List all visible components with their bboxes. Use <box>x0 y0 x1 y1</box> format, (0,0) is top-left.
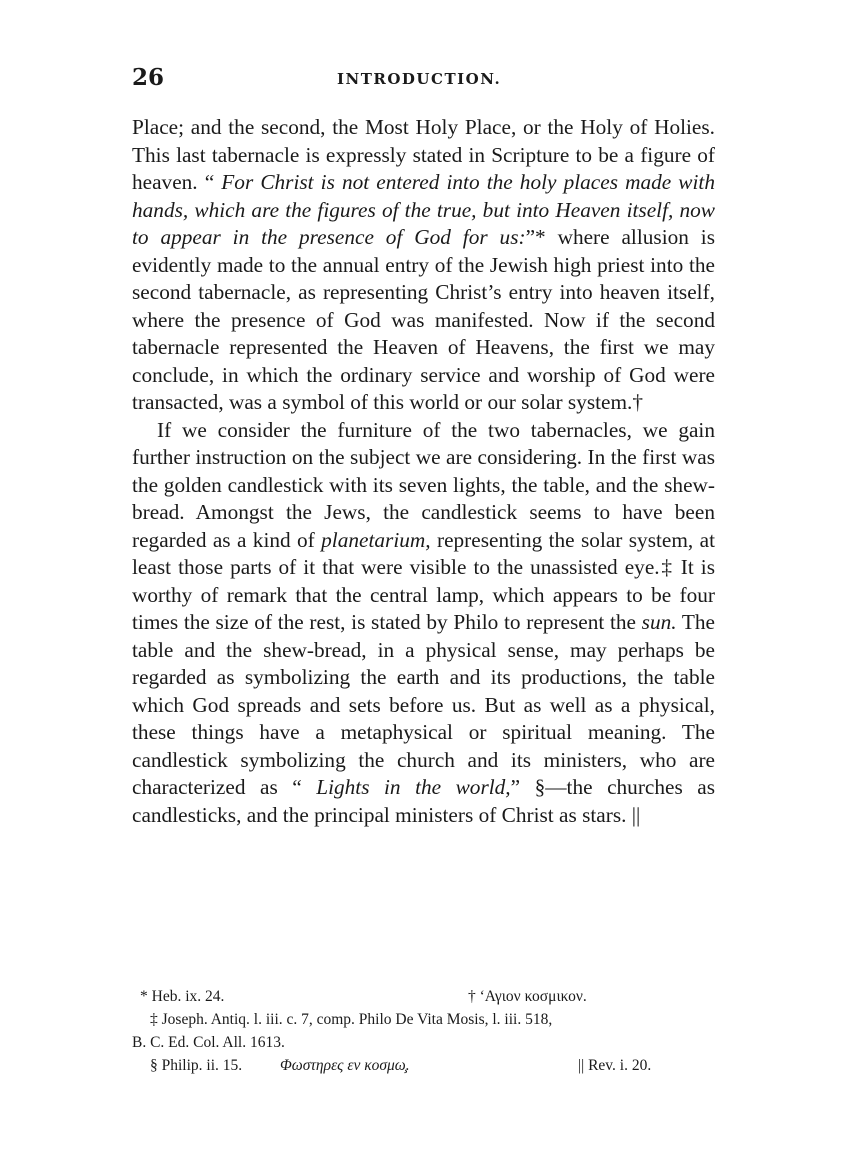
text-run: The table and the shew-bread, in a physical sense, may perhaps be regarded as symbolizing the earth and its productions, the table which God spreads and sets before us. But as well as a physical, these things have a metaphysical or spiritual meaning. The candlestick symbolizing the church and its ministers, who are characterized as “ <box>132 610 715 799</box>
text-run: If we consider the furniture of the two tabernacles, we gain further instruction on the subject we are considering. In the first was the golden candlestick with its seven lights, the table, and the shew-bread. Amongst the Jews, the candlestick seems to have been regarded as a kind of <box>132 417 715 552</box>
footnote: * Heb. ix. 24. <box>140 988 225 1005</box>
scripture-quote: Lights in the world, <box>316 775 511 799</box>
text-run: representing the solar system, at least those parts of it that were visible to the unassisted eye.‡ It is worthy of remark that the central lamp, which appears to be four times the size of the rest, is stated by Philo to represent the <box>132 527 715 634</box>
footnote: § Philip. ii. 15. <box>150 1057 243 1074</box>
paragraph <box>132 417 715 830</box>
footnote-row <box>132 1008 715 1031</box>
footnote: † ‘Αγιον κοσμικον. <box>468 988 587 1005</box>
footnote: ‡ Joseph. Antiq. l. iii. c. 7, comp. Philo De Vita Mosis, l. iii. 518, <box>150 1011 553 1028</box>
footnote-row <box>132 1031 715 1054</box>
page-header <box>132 64 715 94</box>
footnote-row <box>132 1054 715 1077</box>
footnote: || Rev. i. 20. <box>578 1057 652 1074</box>
scripture-quote: For Christ is not entered into the holy places made with hands, which are the figures of the true, but into Heaven itself, now to appear in the presence of God for us: <box>132 170 715 249</box>
paragraph <box>132 114 715 417</box>
page-number: 26 <box>132 64 165 91</box>
body-text <box>132 114 715 829</box>
footnote-row <box>132 985 715 1008</box>
emphasis-planetarium: planetarium, <box>321 527 431 552</box>
text-run: ” §—the churches as candlesticks, and the principal ministers of Christ as stars. || <box>132 775 716 827</box>
running-head: INTRODUCTION. <box>337 70 502 88</box>
footnotes <box>132 985 715 1077</box>
text-run: ”* where allusion is evidently made to the annual entry of the Jewish high priest into the second tabernacle, as representing Christ’s entry into heaven itself, where the presence of God was manifested. Now if the second tabernacle represented the Heaven of Heavens, the first we may conclude, in which the ordinary service and worship of God were transacted, was a symbol of this world or our solar system.† <box>132 225 715 414</box>
footnote-continuation: B. C. Ed. Col. All. 1613. <box>132 1034 285 1051</box>
emphasis-sun: sun. <box>641 610 677 634</box>
footnote-greek: Φωστηρες εν κοσμω̧. <box>280 1057 410 1074</box>
text-run: Place; and the second, the Most Holy Place, or the Holy of Holies. This last tabernacle is expressly stated in Scripture to be a figure of heaven. “ <box>132 115 715 194</box>
